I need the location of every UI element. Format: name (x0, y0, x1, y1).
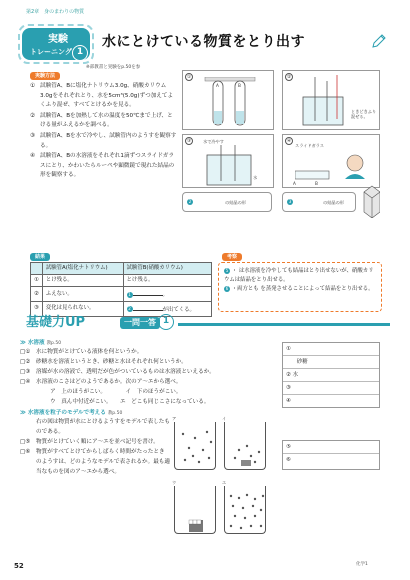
question-3: □③ 溶媒が水の溶液で、透明だが色がついているものは水溶液といえるか。 (20, 368, 215, 375)
badge-word: 実験 (48, 34, 68, 45)
water-note: 水 (253, 175, 258, 180)
crystal-b-label: の結晶の形 (323, 200, 344, 205)
question-2: □② 砂糖水を溶液というとき、砂糖と水はそれぞれ何というか。 (20, 358, 187, 365)
beaker-b-particles (225, 422, 267, 470)
result-header-row: 試験管A(塩化ナトリウム) 試験管B(硝酸カリウム) (31, 263, 212, 275)
result-tag: 結果 (30, 253, 50, 261)
beaker-a-particles (175, 422, 217, 470)
question-5: □⑤ 物質がとけていく順にア〜エを並べ記号を書け。 (20, 438, 159, 445)
method-steps (30, 82, 177, 182)
experiment-figures (182, 70, 380, 242)
basics-divider (178, 323, 390, 326)
part-1 (20, 340, 270, 407)
step-2: ② 試験管A、Bを加熱して水の温度を50℃まで上げ、とける量がふえるかを調べる。 (30, 112, 173, 129)
question-1: □① 水に物質がとけている液体を何というか。 (20, 348, 143, 355)
cooling-illustration (201, 145, 261, 187)
figure-1: ① A B (182, 70, 274, 130)
insight-line-2: 6 ・両方とも を蒸発させることによって結晶をとり出せる。 (225, 285, 374, 292)
section-header (18, 24, 390, 64)
figure-4 (282, 134, 380, 188)
question-4: □④ 水溶液のこさはどのようであるか。次のア〜エから選べ。 (20, 378, 182, 385)
section-title: 水にとけている物質をとり出す (102, 34, 305, 50)
blank-marker-3: 3 (288, 199, 292, 204)
basics-subtitle: 一問一答 (120, 317, 160, 329)
answer-row[interactable]: ④ (286, 398, 291, 404)
test-tubes-illustration (195, 77, 265, 129)
answer-row[interactable]: ① (283, 343, 379, 356)
figure-4-number: ④ (286, 139, 292, 144)
crystal-answer-b[interactable] (282, 192, 356, 212)
step-3: ③ 試験管A、Bを水で冷やし、試験管内のようすを観察する。 (30, 132, 177, 149)
basics-title: 基礎力UP (26, 315, 86, 330)
crystal-cube-icon (360, 182, 380, 218)
part-1-questions (20, 347, 270, 407)
insight-line-1: 5 ・ は水溶液を冷やしても結晶はとり出せないが、硝酸カリウムは結晶をとり出せる。 (224, 267, 374, 283)
basics-number: 1 (158, 314, 174, 330)
step-1: ① 試験管A、Bに塩化ナトリウム3.0g、硝酸カリウム3.0gをそれぞれとり、水を5cm³(5.0g)ずつ加えてよくふり混ぜ、すべてとけるかを見る。 (30, 83, 174, 109)
answer-box-2 (282, 440, 380, 470)
part-2-heading: ≫ 水溶液を粒子のモデルで考える 教p.50 (20, 410, 123, 416)
textbook-reference: ※部教書と実験をp.50を参 (86, 65, 141, 70)
choice-row-1: ア 上のほうがこい。 イ 下のほうがこい。 (50, 388, 182, 395)
part-2-questions (20, 417, 170, 477)
heating-illustration (297, 75, 357, 129)
beaker-d (224, 486, 266, 534)
badge-word2: トレーニング (30, 48, 72, 56)
answer-row[interactable]: ② 水 (283, 369, 379, 382)
particle-model-figure: ア イ ウ エ (170, 416, 270, 546)
table-row: ③ 変化は見られない。 2 が出てくる。 (31, 301, 212, 316)
slide-a-label: A (293, 181, 296, 186)
crystal-answer-a[interactable] (182, 192, 272, 212)
slide-note: スライドガラス (295, 143, 324, 148)
beaker-c-particles (175, 486, 217, 534)
figure-3 (182, 134, 274, 188)
pencil-icon (370, 32, 388, 50)
slide-b-label: B (315, 181, 318, 186)
part-2-intro: 右の図は物質が水にとけるようすをモデルで表したものである。 (36, 418, 170, 435)
table-row: ② ふえない。 1 。 (31, 287, 212, 302)
badge-number: 1 (72, 45, 88, 61)
beaker-b (224, 422, 266, 470)
section-badge (22, 28, 90, 60)
answer-row[interactable]: ⑤ (283, 441, 379, 454)
answer-row[interactable]: ③ (283, 382, 379, 395)
shake-note: ときどきふり混ぜる。 (351, 109, 377, 120)
table-row: ① とけ残る。 とけ残る。 (31, 275, 212, 287)
beaker-c (174, 486, 216, 534)
step-4: ④ 試験管A、Bの水溶液をそれぞれ1滴ずつスライドガラスにとり、かわいたらルーペや顕微鏡で現れた結晶の形を観察する。 (30, 153, 175, 179)
figure-2-number: ② (286, 75, 292, 80)
part-1-heading: ≫ 水溶液 教p.50 (20, 340, 62, 346)
footer-label: 化学1 (356, 562, 368, 567)
crystal-a-label: の結晶の形 (225, 200, 246, 205)
method-tag: 実験方法 (30, 72, 60, 80)
part-2 (20, 410, 170, 477)
figure-1-number: ① (186, 75, 192, 80)
basics-header (18, 314, 392, 334)
choice-row-2: ウ 真ん中付近がこい。 エ どこも同じこさになっている。 (50, 398, 210, 405)
beaker-a (174, 422, 216, 470)
cool-note: 水で冷やす (203, 139, 224, 144)
result-table (30, 262, 212, 317)
result-blank-2[interactable]: 2 が出てくる。 (123, 301, 211, 316)
page-number: 52 (14, 562, 24, 570)
answer-box-1 (282, 342, 380, 408)
question-6: □⑥ 物質がすべてとけてからしばらく時間がたったときのようすは、どのようなモデルで表されるか。最も適当なものを図のア〜エから選べ。 (20, 448, 170, 475)
chapter-label: 第2章 身のまわりの物質 (26, 9, 85, 15)
answer-row[interactable]: ⑥ (286, 457, 291, 463)
insight-box (218, 262, 382, 312)
beaker-d-particles (225, 486, 267, 534)
insight-tag: 考察 (222, 253, 242, 261)
answer-row[interactable]: 砂糖 (283, 356, 379, 369)
figure-3-number: ③ (186, 139, 192, 144)
result-blank-1[interactable]: 1 。 (123, 287, 211, 302)
figure-2 (282, 70, 380, 130)
blank-marker-2: 2 (188, 199, 192, 204)
